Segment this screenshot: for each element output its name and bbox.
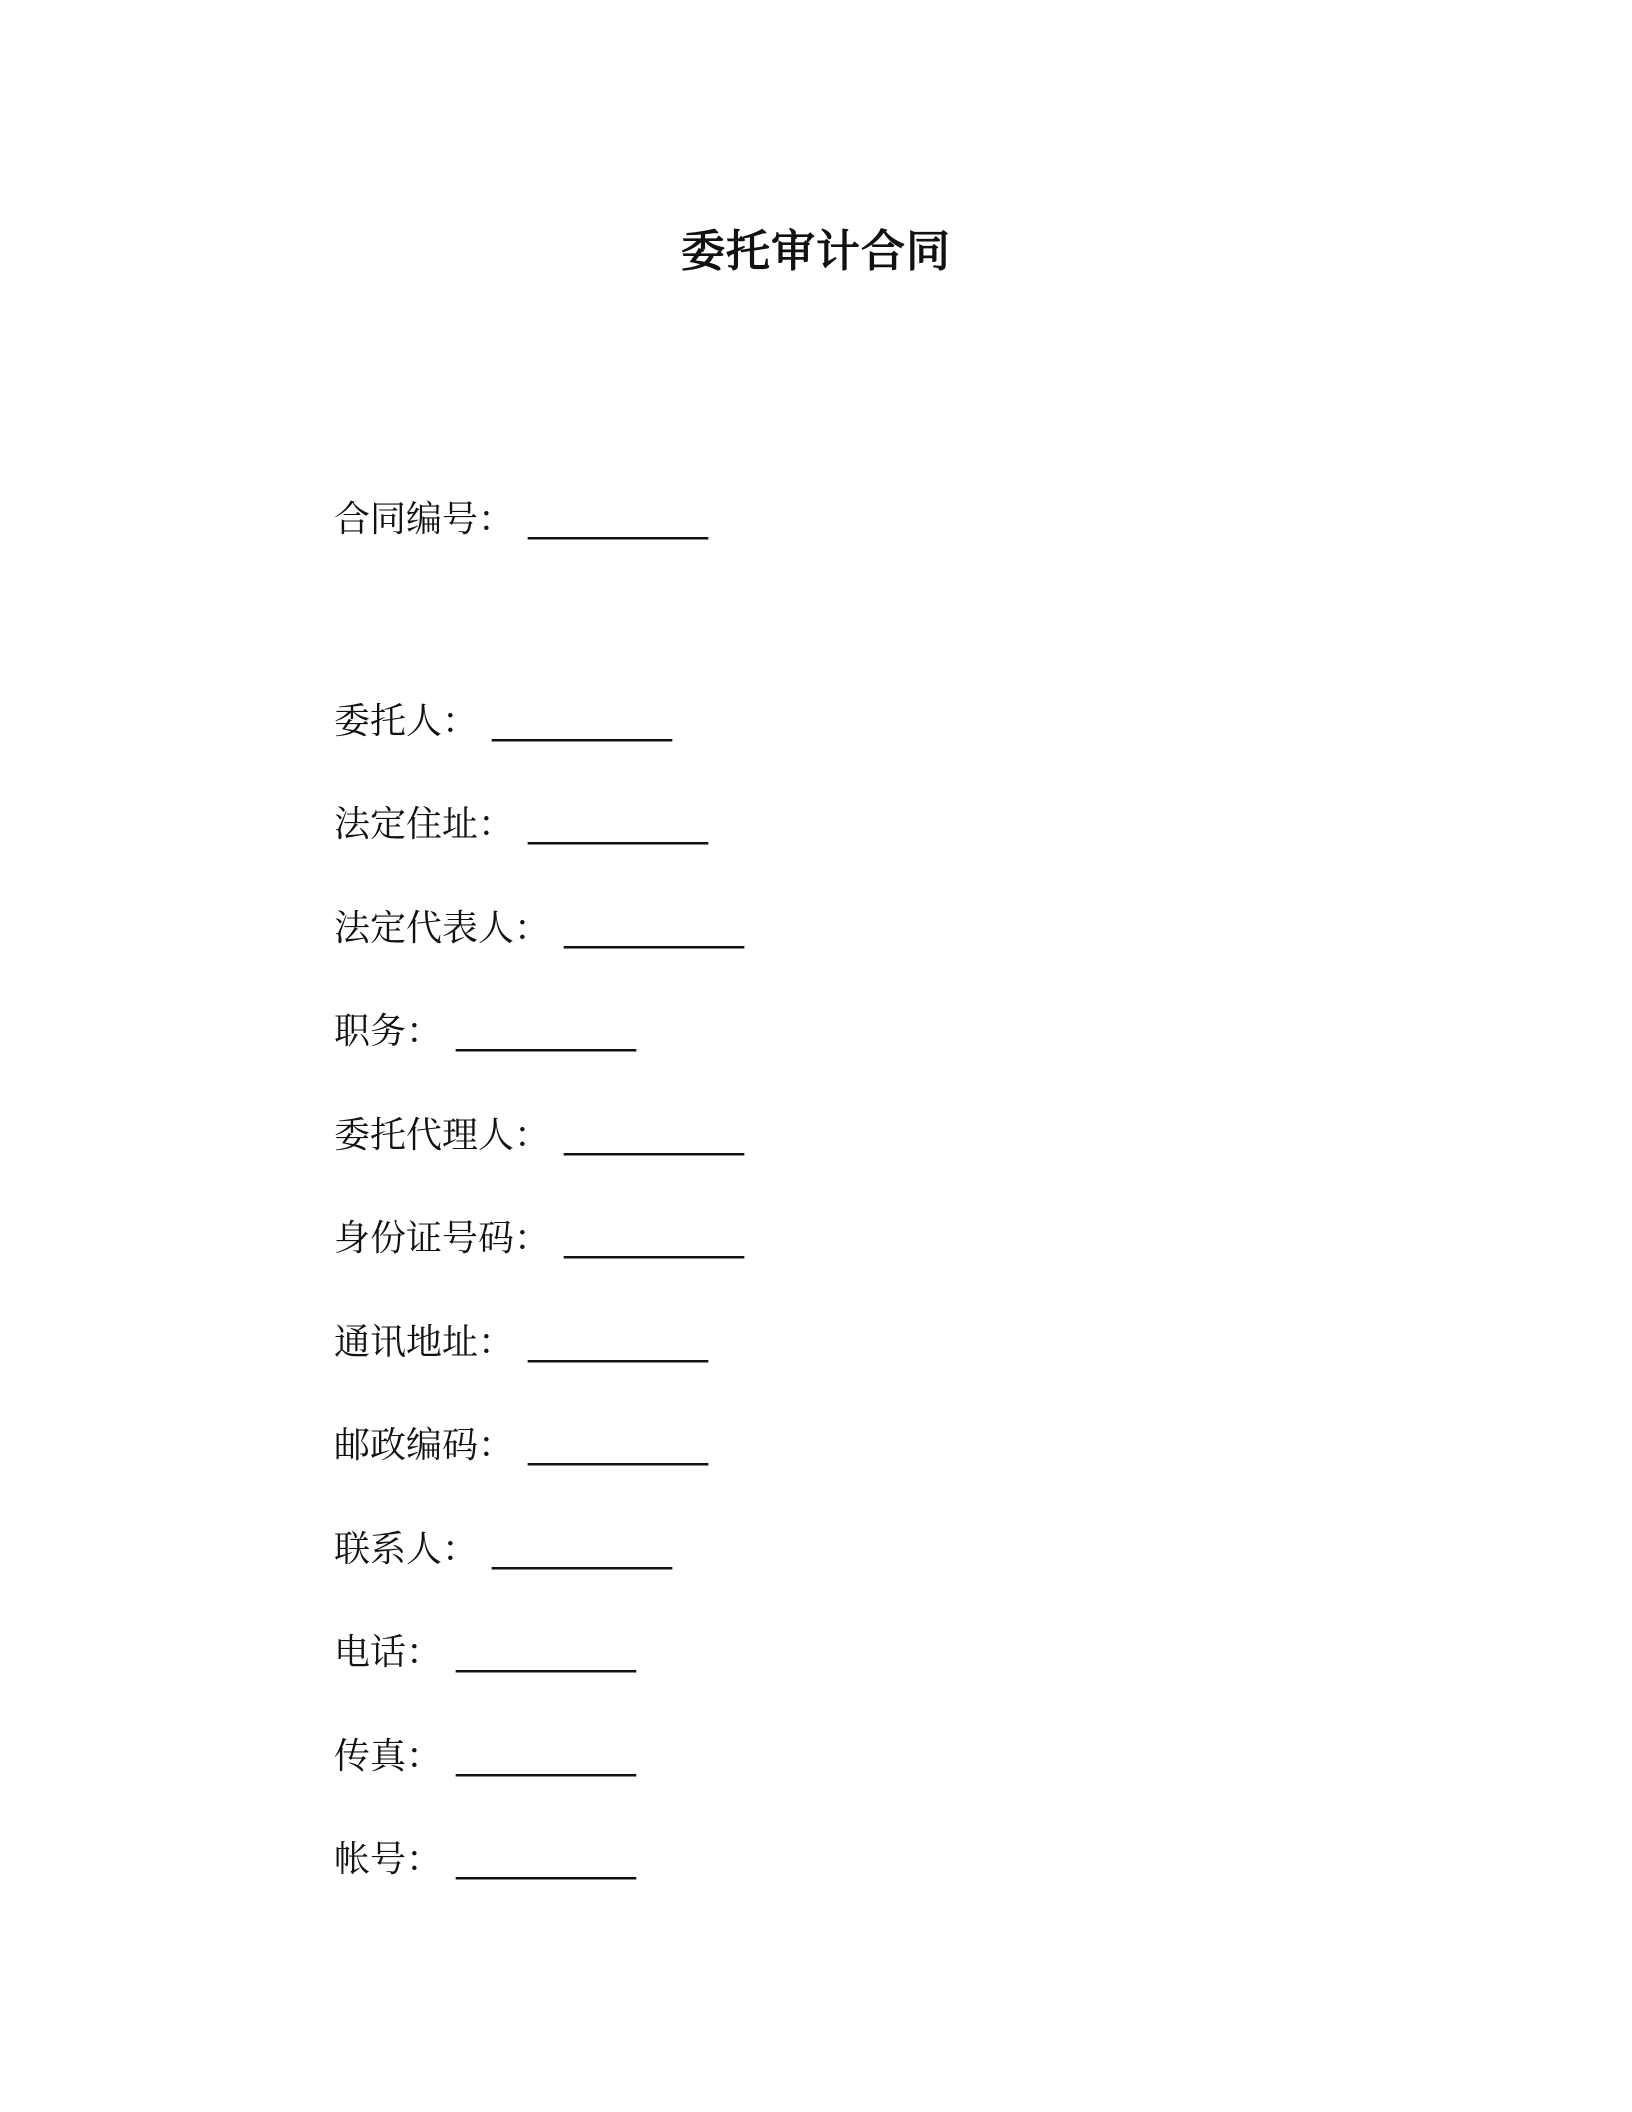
field-label: 电话： [334, 1632, 443, 1673]
field-label: 帐号： [334, 1839, 443, 1880]
field-label: 法定住址： [334, 804, 515, 845]
field-label: 传真： [334, 1736, 443, 1777]
field-label: 委托代理人： [334, 1115, 551, 1156]
field-label: 通讯地址： [334, 1322, 515, 1363]
account-number-field [334, 1836, 636, 1884]
fill-in-blank[interactable]: __________ [564, 1115, 745, 1156]
contract-number-field [334, 496, 708, 544]
mailing-address-field [334, 1319, 708, 1367]
authorized-agent-field [334, 1112, 744, 1160]
legal-address-field [334, 801, 708, 849]
position-field [334, 1008, 636, 1056]
field-label: 职务： [334, 1011, 443, 1052]
fill-in-blank[interactable]: __________ [528, 804, 709, 845]
fill-in-blank[interactable]: __________ [456, 1839, 637, 1880]
field-label: 身份证号码： [334, 1218, 551, 1259]
fill-in-blank[interactable]: __________ [528, 1322, 709, 1363]
fill-in-blank[interactable]: __________ [564, 908, 745, 949]
fax-field [334, 1733, 636, 1781]
legal-representative-field [334, 905, 744, 953]
fill-in-blank[interactable]: __________ [456, 1632, 637, 1673]
fill-in-blank[interactable]: __________ [456, 1011, 637, 1052]
fill-in-blank[interactable]: __________ [492, 701, 673, 742]
fill-in-blank[interactable]: __________ [528, 499, 709, 540]
postal-code-field [334, 1422, 708, 1470]
document-title: 委托审计合同 [681, 226, 951, 277]
principal-field [334, 698, 672, 746]
fill-in-blank[interactable]: __________ [492, 1529, 673, 1570]
field-label: 联系人： [334, 1529, 479, 1570]
field-label: 委托人： [334, 701, 479, 742]
field-label: 法定代表人： [334, 908, 551, 949]
fill-in-blank[interactable]: __________ [564, 1218, 745, 1259]
fill-in-blank[interactable]: __________ [528, 1425, 709, 1466]
fill-in-blank[interactable]: __________ [456, 1736, 637, 1777]
contact-person-field [334, 1526, 672, 1574]
field-label: 合同编号： [334, 499, 515, 540]
id-number-field [334, 1215, 744, 1263]
phone-field [334, 1629, 636, 1677]
field-label: 邮政编码： [334, 1425, 515, 1466]
